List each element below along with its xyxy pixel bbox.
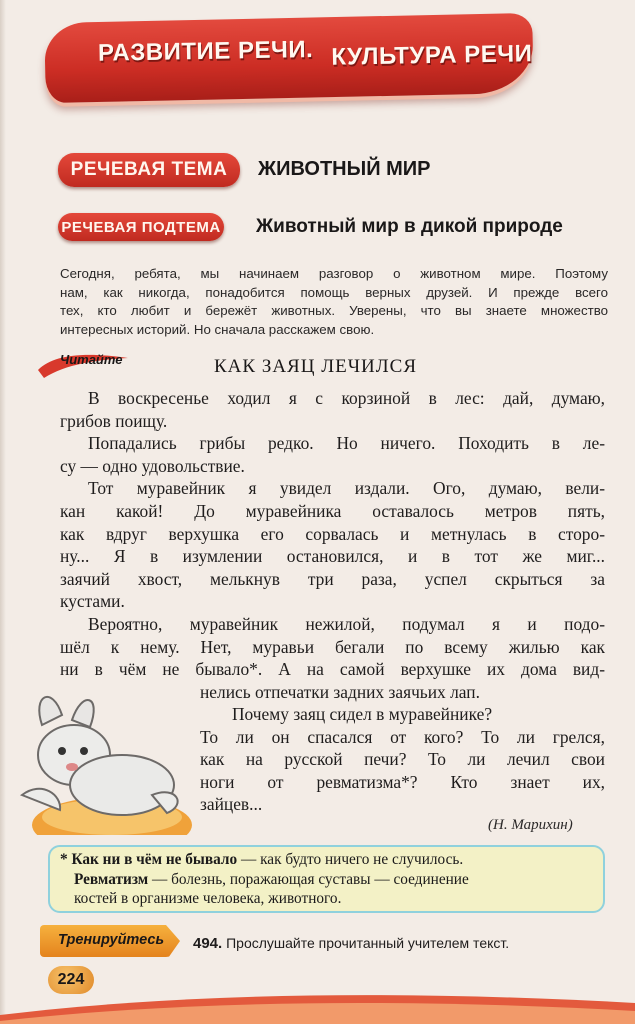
page-number: 224 <box>48 966 94 994</box>
exercise-number: 494. <box>193 935 223 952</box>
intro-line: интересных историй. Но сначала расскажем свою. <box>60 321 375 337</box>
exercise-task <box>193 935 509 952</box>
story-line: Почему заяц сидел в муравейнике? <box>232 704 493 724</box>
footnote-definition: — как будто ничего не случилось. <box>237 851 464 868</box>
footnote-line <box>74 871 469 889</box>
footnote-term: * Как ни в чём не бывало <box>60 851 238 868</box>
story-line: заячий хвост, мелькнув три раза, успел скрыться за <box>60 568 605 589</box>
story-line: нелись отпечатки задних заячьих лап. <box>200 681 480 702</box>
story-line: То ли он спасался от кого? То ли грелся, <box>200 726 605 747</box>
story-author: (Н. Марихин) <box>488 817 573 833</box>
story-line: как на русской печи? То ли лечил свои <box>200 749 605 770</box>
chapter-title-part2: КУЛЬТУРА РЕЧИ <box>331 40 533 71</box>
speech-subtheme-title: Животный мир в дикой природе <box>256 216 563 237</box>
read-tag <box>36 350 132 374</box>
footnote-line <box>60 851 463 869</box>
intro-line: нам, как никогда, понадобится помощь верных друзей. И прежде всего <box>60 284 608 300</box>
story-line: грибов поищу. <box>60 410 168 431</box>
story-line: как вдруг верхушка его сорвалась и метнулась в сторо- <box>60 523 605 544</box>
story-line: В воскресенье ходил я с корзиной в лес: дай, думаю, <box>88 388 605 408</box>
story-line: кустами. <box>60 591 125 612</box>
story-text-side <box>200 703 605 816</box>
page-edge-shadow <box>0 0 6 1024</box>
rabbit-illustration-icon <box>2 685 194 835</box>
story-line: кан какой! До муравейника оставалось метров пять, <box>60 500 605 521</box>
footnote-line <box>74 890 341 908</box>
story-line: ну... Я в изумлении остановился, и в тот же миг... <box>60 546 605 567</box>
bottom-decoration-icon <box>0 985 635 1024</box>
story-line: Тот муравейник я увидел издали. Ого, думаю, вели- <box>88 478 605 499</box>
story-line: шёл к нему. Нет, муравьи бегали по всему жилью как <box>60 636 605 657</box>
footnote-term: Ревматизм <box>74 871 149 888</box>
exercise-text: Прослушайте прочитанный учителем текст. <box>222 935 510 951</box>
story-line: ноги от ревматизма*? Кто знает их, <box>200 771 605 792</box>
intro-line: Сегодня, ребята, мы начинаем разговор о животном мире. Поэтому <box>60 266 608 281</box>
story-line: ни в чём не бывало*. А на самой верхушке их дома вид- <box>60 659 605 680</box>
story-line: зайцев... <box>200 794 263 815</box>
story-line: су — одно удовольствие. <box>60 455 245 476</box>
story-line: Вероятно, муравейник нежилой, подумал я и подо- <box>88 613 605 634</box>
story-line: Попадались грибы редко. Но ничего. Походить в ле- <box>88 433 605 454</box>
footnote-definition: — болезнь, поражающая суставы — соединение <box>148 871 469 888</box>
chapter-title-part1: РАЗВИТИЕ РЕЧИ. <box>97 36 314 67</box>
story-text-main <box>60 387 605 703</box>
read-tag-label: Читайте <box>60 352 123 367</box>
training-label: Тренируйтесь <box>58 932 165 948</box>
intro-line: тех, кто любит и бережёт животных. Уверены, что вы знаете множество <box>60 303 608 318</box>
story-title: КАК ЗАЯЦ ЛЕЧИЛСЯ <box>214 356 417 377</box>
speech-subtheme-badge: РЕЧЕВАЯ ПОДТЕМА <box>58 213 224 241</box>
speech-theme-badge: РЕЧЕВАЯ ТЕМА <box>58 153 240 187</box>
footnote-box <box>48 845 605 913</box>
intro-paragraph <box>60 265 608 339</box>
footnote-definition: костей в организме человека, животного. <box>74 890 342 907</box>
speech-theme-title: ЖИВОТНЫЙ МИР <box>258 158 431 180</box>
